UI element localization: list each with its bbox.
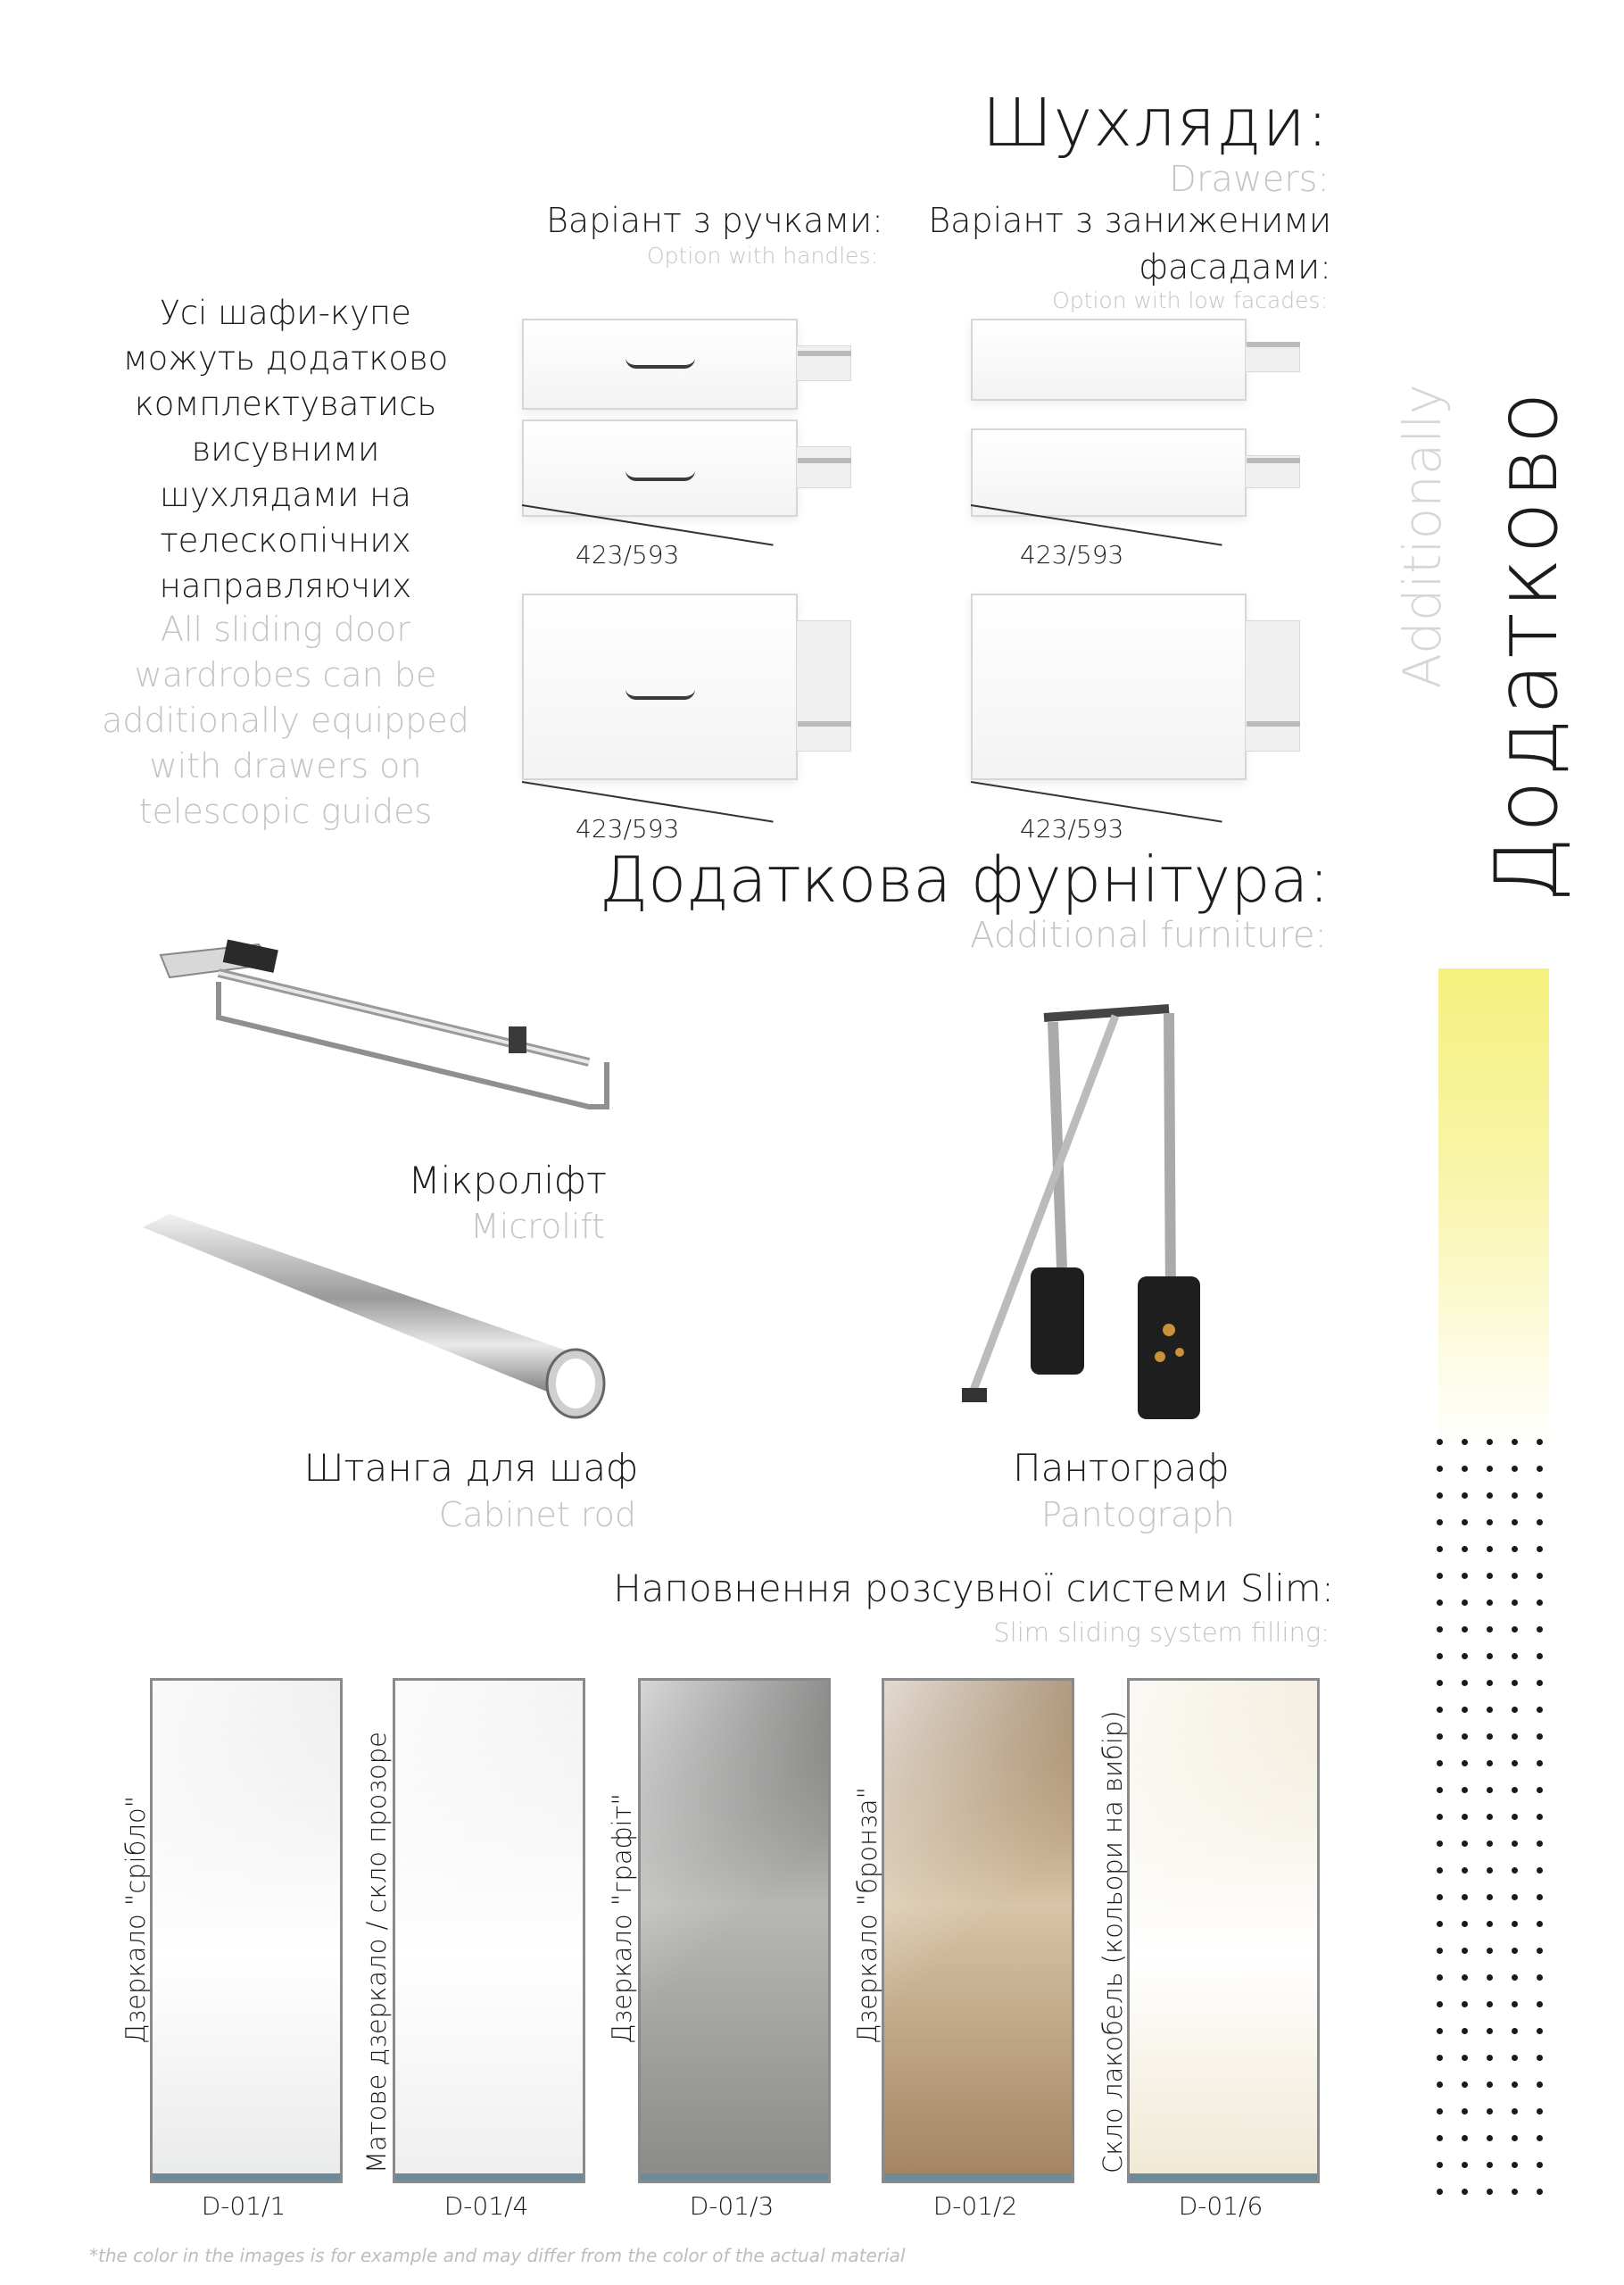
- dot: [1537, 1653, 1543, 1659]
- dot: [1487, 1600, 1493, 1606]
- dot: [1487, 1573, 1493, 1579]
- dot: [1512, 2081, 1518, 2088]
- dot: [1537, 1519, 1543, 1525]
- dot: [1512, 2189, 1518, 2195]
- dot: [1537, 2135, 1543, 2141]
- dot: [1462, 1840, 1468, 1847]
- dot: [1462, 1680, 1468, 1686]
- dot: [1437, 2081, 1443, 2088]
- dot: [1487, 1653, 1493, 1659]
- panel-bronze-mirror: [882, 1678, 1074, 2183]
- dot: [1537, 1466, 1543, 1472]
- dot: [1487, 2001, 1493, 2007]
- dot: [1537, 1787, 1543, 1793]
- furniture-title: Додаткова фурнітура:: [599, 843, 1330, 917]
- dot: [1512, 2108, 1518, 2115]
- panel-label: Дзеркало "бронза": [852, 1787, 882, 2044]
- handles-option-title: Варіант з ручками:: [546, 201, 883, 240]
- panel-code: D-01/4: [443, 2191, 529, 2221]
- drawer-handle-icon: [626, 358, 695, 369]
- dot-grid: [1437, 1439, 1553, 2224]
- dot: [1462, 2189, 1468, 2195]
- dot: [1512, 1760, 1518, 1766]
- handles-option-title-en: Option with handles:: [646, 243, 878, 269]
- dot: [1512, 2028, 1518, 2034]
- dot: [1437, 1921, 1443, 1927]
- dot: [1537, 1680, 1543, 1686]
- dot: [1487, 1546, 1493, 1552]
- panel-label: Дзеркало "срібло": [120, 1795, 151, 2044]
- dot: [1462, 1600, 1468, 1606]
- low-facades-title-en: Option with low facades:: [1052, 287, 1328, 313]
- dot: [1537, 1492, 1543, 1499]
- dot: [1437, 1894, 1443, 1900]
- drawers-title-en: Drawers:: [1169, 159, 1330, 200]
- dot: [1437, 1867, 1443, 1874]
- dot: [1512, 1466, 1518, 1472]
- dot: [1437, 1546, 1443, 1552]
- dot: [1437, 1787, 1443, 1793]
- microlift-label: Мікроліфт: [408, 1159, 607, 1202]
- dot: [1537, 1626, 1543, 1633]
- panel-label: Скло лакобель (кольори на вибір): [1098, 1710, 1128, 2173]
- dimension-label: 423/593: [576, 814, 680, 843]
- dot: [1487, 2162, 1493, 2168]
- dot: [1537, 2189, 1543, 2195]
- dot: [1437, 2189, 1443, 2195]
- dot: [1537, 1867, 1543, 1874]
- dot: [1512, 1439, 1518, 1445]
- microlift-image: [143, 928, 625, 1116]
- dot: [1512, 1867, 1518, 1874]
- dot: [1487, 1814, 1493, 1820]
- dot: [1437, 1840, 1443, 1847]
- dimension-label: 423/593: [576, 540, 680, 569]
- panel-graphite-mirror: [638, 1678, 831, 2183]
- dot: [1512, 1573, 1518, 1579]
- dot: [1462, 2001, 1468, 2007]
- dot: [1462, 1653, 1468, 1659]
- dot: [1537, 1948, 1543, 1954]
- dot: [1537, 1707, 1543, 1713]
- dot: [1537, 1760, 1543, 1766]
- dot: [1462, 1439, 1468, 1445]
- dot: [1487, 1680, 1493, 1686]
- dot: [1462, 2108, 1468, 2115]
- cabinet-rod-label: Штанга для шаф: [303, 1446, 638, 1490]
- dot: [1462, 1707, 1468, 1713]
- dot: [1437, 2055, 1443, 2061]
- dot: [1462, 1573, 1468, 1579]
- dot: [1487, 2135, 1493, 2141]
- side-title-ua: Додатково: [1477, 388, 1577, 903]
- dot: [1462, 1466, 1468, 1472]
- dot: [1462, 1974, 1468, 1981]
- panel-code: D-01/6: [1178, 2191, 1264, 2221]
- cabinet-rod-label-en: Cabinet rod: [438, 1495, 636, 1534]
- dot: [1537, 1814, 1543, 1820]
- dot: [1487, 1840, 1493, 1847]
- drawers-title: Шухляди:: [982, 85, 1330, 162]
- dot: [1462, 1814, 1468, 1820]
- dot: [1437, 1948, 1443, 1954]
- dot: [1437, 1573, 1443, 1579]
- panel-label: Дзеркало "графіт": [607, 1793, 637, 2044]
- dot: [1487, 1707, 1493, 1713]
- dot: [1437, 1439, 1443, 1445]
- dot: [1537, 1573, 1543, 1579]
- dot: [1462, 1492, 1468, 1499]
- dot: [1512, 1840, 1518, 1847]
- pantograph-label: Пантограф: [1013, 1446, 1230, 1490]
- dot: [1462, 1894, 1468, 1900]
- panel-silver-mirror: [150, 1678, 343, 2183]
- dot: [1537, 1439, 1543, 1445]
- intro-text-en: All sliding door wardrobes can be additionally equipped with drawers on telescopic guides: [102, 610, 469, 831]
- dot: [1537, 1733, 1543, 1740]
- dot: [1537, 1600, 1543, 1606]
- dot: [1437, 2162, 1443, 2168]
- drawer-handle-icon: [626, 470, 695, 481]
- dot: [1487, 2081, 1493, 2088]
- dot: [1437, 1653, 1443, 1659]
- dot: [1537, 2001, 1543, 2007]
- pantograph-label-en: Pantograph: [1041, 1495, 1235, 1534]
- dot: [1537, 2162, 1543, 2168]
- dot: [1437, 2135, 1443, 2141]
- dot: [1487, 1974, 1493, 1981]
- dot: [1462, 1921, 1468, 1927]
- dot: [1512, 1707, 1518, 1713]
- panel-code: D-01/3: [689, 2191, 775, 2221]
- drawer-low-facade-bottom: [971, 428, 1247, 517]
- dot: [1462, 1546, 1468, 1552]
- panel-code: D-01/1: [201, 2191, 286, 2221]
- dot: [1512, 2055, 1518, 2061]
- deep-drawer-with-handle: [522, 594, 798, 780]
- panel-lacobel-glass: [1127, 1678, 1320, 2183]
- dot: [1512, 1894, 1518, 1900]
- dot: [1437, 1492, 1443, 1499]
- dimension-label: 423/593: [1020, 814, 1124, 843]
- dot: [1537, 2055, 1543, 2061]
- dot: [1487, 2055, 1493, 2061]
- slim-title-en: Slim sliding system filling:: [993, 1617, 1330, 1648]
- panel-code: D-01/2: [932, 2191, 1018, 2221]
- dot: [1537, 2108, 1543, 2115]
- dot: [1537, 1974, 1543, 1981]
- dot: [1487, 1921, 1493, 1927]
- drawer-handle-icon: [626, 689, 695, 700]
- dot: [1537, 1894, 1543, 1900]
- dot: [1437, 2108, 1443, 2115]
- dot: [1512, 2162, 1518, 2168]
- dot: [1512, 1546, 1518, 1552]
- drawer-low-facade-top: [971, 319, 1247, 401]
- dot: [1537, 2081, 1543, 2088]
- dot: [1512, 2135, 1518, 2141]
- pantograph-image: [946, 982, 1240, 1419]
- dot: [1437, 2001, 1443, 2007]
- dot: [1487, 1519, 1493, 1525]
- panel-matte-mirror: [393, 1678, 585, 2183]
- dot: [1537, 1840, 1543, 1847]
- dot: [1512, 1974, 1518, 1981]
- dot: [1462, 1948, 1468, 1954]
- dot: [1437, 1707, 1443, 1713]
- dot: [1487, 1760, 1493, 1766]
- dot: [1487, 1492, 1493, 1499]
- low-facades-title-line2: фасадами:: [1139, 247, 1331, 287]
- dot: [1512, 1653, 1518, 1659]
- dot: [1487, 1626, 1493, 1633]
- deep-drawer-low-facade: [971, 594, 1247, 780]
- drawer-with-handle-bottom: [522, 420, 798, 517]
- dot: [1462, 1787, 1468, 1793]
- dot: [1537, 1921, 1543, 1927]
- dot: [1462, 1867, 1468, 1874]
- dot: [1487, 1466, 1493, 1472]
- dot: [1487, 1867, 1493, 1874]
- dot: [1437, 1626, 1443, 1633]
- dot: [1462, 2081, 1468, 2088]
- panel-label: Матове дзеркало / скло прозоре: [361, 1732, 392, 2173]
- dot: [1437, 1733, 1443, 1740]
- dot: [1462, 1519, 1468, 1525]
- footnote: *the color in the images is for example and may differ from the color of the actual material: [89, 2245, 906, 2266]
- dot: [1512, 2001, 1518, 2007]
- dimension-label: 423/593: [1020, 540, 1124, 569]
- dot: [1437, 1680, 1443, 1686]
- accent-bar: [1438, 968, 1549, 1450]
- dot: [1512, 1600, 1518, 1606]
- slim-title: Наповнення розсувної системи Slim:: [613, 1566, 1334, 1610]
- dot: [1462, 1733, 1468, 1740]
- dot: [1512, 1733, 1518, 1740]
- dot: [1512, 1626, 1518, 1633]
- dot: [1462, 1626, 1468, 1633]
- dot: [1487, 2189, 1493, 2195]
- dot: [1487, 1894, 1493, 1900]
- dot: [1437, 1519, 1443, 1525]
- dot: [1462, 2055, 1468, 2061]
- dot: [1437, 1814, 1443, 1820]
- microlift-label-en: Microlift: [470, 1207, 605, 1246]
- dot: [1487, 1733, 1493, 1740]
- dot: [1462, 1760, 1468, 1766]
- furniture-title-en: Additional furniture:: [970, 915, 1327, 956]
- drawer-with-handle-top: [522, 319, 798, 410]
- dot: [1487, 2108, 1493, 2115]
- intro-text-ua: Усі шафи-купе можуть додатково комплектуватись висувними шухлядами на телескопічних направляючих: [122, 294, 449, 605]
- dot: [1537, 1546, 1543, 1552]
- dot: [1487, 1948, 1493, 1954]
- dot: [1512, 1680, 1518, 1686]
- dot: [1462, 2135, 1468, 2141]
- dot: [1437, 1466, 1443, 1472]
- dot: [1437, 2028, 1443, 2034]
- dot: [1487, 2028, 1493, 2034]
- dot: [1462, 2028, 1468, 2034]
- dot: [1512, 1787, 1518, 1793]
- dot: [1437, 1600, 1443, 1606]
- dot: [1512, 1921, 1518, 1927]
- dot: [1437, 1974, 1443, 1981]
- dot: [1512, 1492, 1518, 1499]
- dot: [1437, 1760, 1443, 1766]
- dot: [1487, 1787, 1493, 1793]
- side-title-en: Additionally: [1392, 384, 1453, 689]
- dot: [1512, 1948, 1518, 1954]
- dot: [1537, 2028, 1543, 2034]
- dot: [1512, 1519, 1518, 1525]
- dot: [1462, 2162, 1468, 2168]
- dot: [1512, 1814, 1518, 1820]
- dot: [1487, 1439, 1493, 1445]
- low-facades-title-line1: Варіант з заниженими: [928, 201, 1331, 240]
